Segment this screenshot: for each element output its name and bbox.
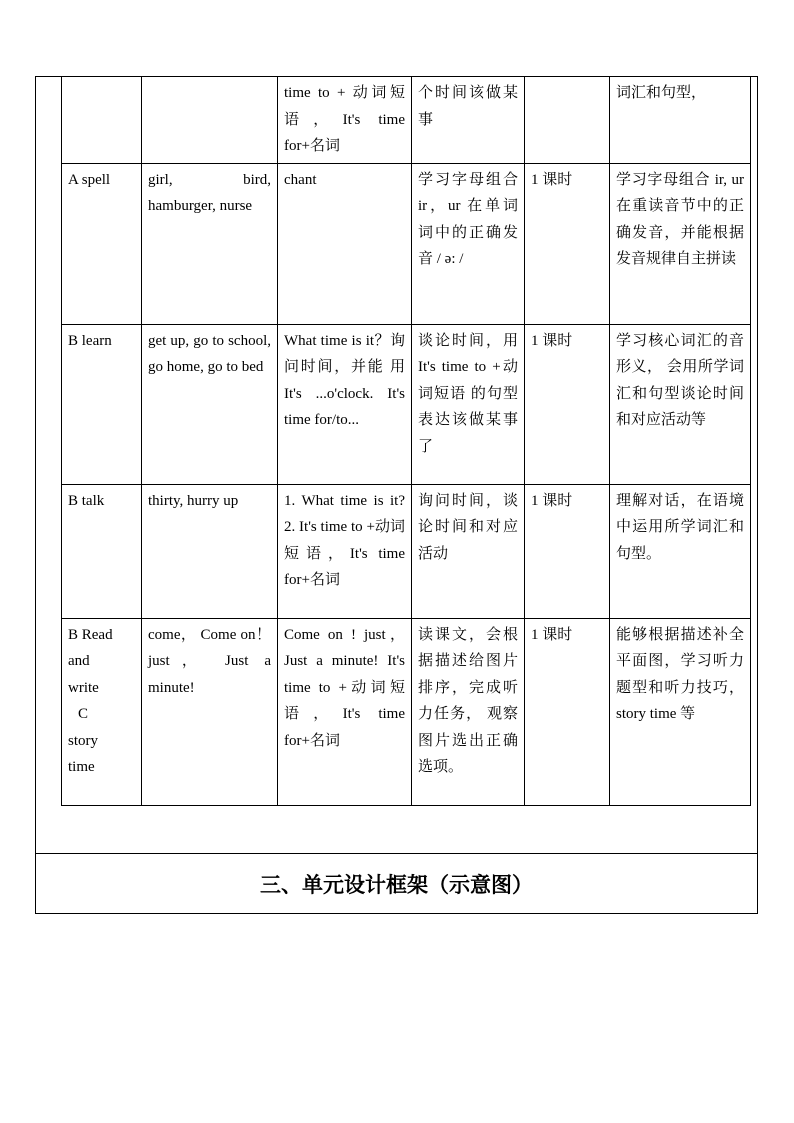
aim-cell: 学习字母组合 ir, ur 在重读音节中的正确发音，并能根据发音规律自主拼读 <box>610 163 751 324</box>
vocabulary-cell: thirty, hurry up <box>142 484 278 618</box>
sentences-cell: chant <box>278 163 412 324</box>
section-heading: 三、单元设计框架（示意图） <box>260 872 533 897</box>
goal-cell: 读课文，会根据描述给图片排序，完成听力任务， 观察图片选出正确选项。 <box>412 618 525 805</box>
aim-cell: 能够根据描述补全平面图，学习听力题型和听力技巧，story time 等 <box>610 618 751 805</box>
hours-cell: 1 课时 <box>525 618 610 805</box>
table-row <box>62 163 751 324</box>
goal-cell: 谈论时间，用 It's time to +动词短语 的句型表达该做某事了 <box>412 324 525 484</box>
category-cell: A spell <box>62 163 142 324</box>
sentences-cell: Come on ! just， Just a minute! It's time to +动词短语，It's time for+名词 <box>278 618 412 805</box>
category-cell: B learn <box>62 324 142 484</box>
hours-cell: 1 课时 <box>525 163 610 324</box>
goal-cell: 个时间该做某事 <box>412 77 525 164</box>
category-cell: B talk <box>62 484 142 618</box>
hours-cell: 1 课时 <box>525 484 610 618</box>
category-cell <box>62 77 142 164</box>
hours-cell: 1 课时 <box>525 324 610 484</box>
vocabulary-cell <box>142 77 278 164</box>
lesson-plan-table <box>61 76 751 806</box>
category-cell: B Read and write C story time <box>62 618 142 805</box>
sentences-cell: What time is it？询问时间，并能 用 It's ...o'clock. It's time for/to... <box>278 324 412 484</box>
hours-cell <box>525 77 610 164</box>
aim-cell: 学习核心词汇的音形义， 会用所学词汇和句型谈论时间和对应活动等 <box>610 324 751 484</box>
sentences-cell: 1. What time is it? 2. It's time to +动词短语，It's time for+名词 <box>278 484 412 618</box>
table-row <box>62 484 751 618</box>
goal-cell: 询问时间，谈论时间和对应活动 <box>412 484 525 618</box>
vocabulary-cell: get up, go to school, go home, go to bed <box>142 324 278 484</box>
aim-cell: 理解对话，在语境中运用所学词汇和句型。 <box>610 484 751 618</box>
table-row <box>62 77 751 164</box>
goal-cell: 学习字母组合 ir，ur 在单词词中的正确发音 / ə: / <box>412 163 525 324</box>
table-row <box>62 618 751 805</box>
vocabulary-cell: girl, bird, hamburger, nurse <box>142 163 278 324</box>
sentences-cell: time to + 动词短语，It's time for+名词 <box>278 77 412 164</box>
table-row <box>62 324 751 484</box>
aim-cell: 词汇和句型， <box>610 77 751 164</box>
vocabulary-cell: come， Come on！ just， Just a minute! <box>142 618 278 805</box>
